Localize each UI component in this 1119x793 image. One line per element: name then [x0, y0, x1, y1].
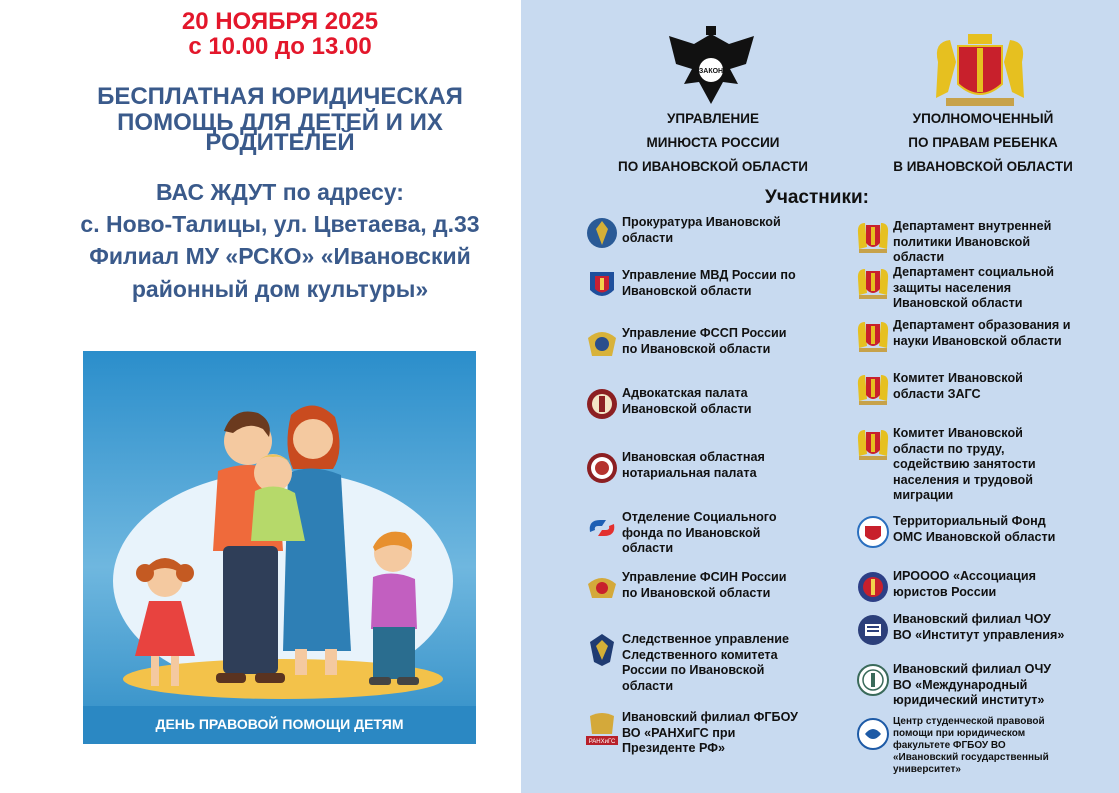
participant-name-line: по Ивановской области [622, 341, 771, 356]
participant-item [584, 215, 781, 251]
heading-line-3: РОДИТЕЛЕЙ [205, 129, 355, 156]
participant-name-line: области [622, 678, 674, 693]
participant-name-line: населения и трудовой [893, 472, 1033, 487]
participant-name-line: миграции [893, 488, 954, 502]
ivanovo-coat-of-arms-icon [855, 426, 891, 462]
minjust-logo-label: ЗАКОН [698, 68, 724, 75]
participant-item [855, 612, 1064, 648]
ivsu-legal-center-logo-icon [855, 716, 891, 752]
organizer-minjust-line-2: МИНЮСТА РОССИИ [646, 135, 780, 150]
participant-name-line: по Ивановской области [622, 585, 771, 600]
ivanovo-region-coat-of-arms-icon [928, 32, 1032, 108]
participant-item [584, 632, 789, 694]
participant-item [584, 570, 787, 606]
bar-chamber-emblem-icon [584, 386, 620, 422]
participant-name-line: Управление ФСИН России [622, 570, 787, 584]
organizer-minjust-line-3: ПО ИВАНОВСКОЙ ОБЛАСТИ [617, 159, 809, 174]
participant-name-line: области [622, 541, 674, 555]
participant-name [893, 612, 1064, 643]
participant-item [855, 514, 1055, 550]
participant-name-line: Центр студенческой правовой [893, 716, 1045, 727]
address-line-4: районный дом культуры» [131, 276, 429, 302]
participant-name [893, 716, 1049, 776]
participant-name-line: Управление ФССП России [622, 326, 787, 340]
participant-name-line: Департамент внутренней [893, 219, 1052, 233]
ivanovo-coat-of-arms-icon [855, 371, 891, 407]
management-institute-logo-icon [855, 612, 891, 648]
participant-name-line: Территориальный Фонд [893, 514, 1046, 528]
ivanovo-coat-of-arms-icon [855, 265, 891, 301]
heading-line-2: ПОМОЩЬ ДЛЯ ДЕТЕЙ И ИХ [117, 109, 443, 136]
participant-name-line: Управление МВД России по [622, 268, 796, 282]
participant-name-line: Ивановская областная [622, 450, 765, 464]
participant-name-line: Департамент социальной [893, 265, 1055, 279]
ranepa-emblem-icon [584, 710, 620, 746]
participant-item [855, 716, 1049, 776]
address-line-3: Филиал МУ «РСКО» «Ивановский [89, 243, 471, 269]
ivanovo-coat-of-arms-icon [855, 219, 891, 255]
participant-name [893, 318, 1071, 349]
organizer-ombudsman-line-3: В ИВАНОВСКОЙ ОБЛАСТИ [893, 159, 1073, 174]
participant-name-line: содействию занятости [893, 457, 1036, 471]
participant-name-line: «Ивановский государственный [893, 752, 1049, 763]
participant-name-line: ВО «РАНХиГС при [622, 725, 736, 740]
organizer-minjust-line-1: УПРАВЛЕНИЕ [666, 111, 759, 126]
participant-item [584, 510, 777, 557]
participant-name-line: области [893, 250, 945, 264]
participant-name [893, 219, 1051, 266]
participant-name-line: защиты населения [893, 280, 1012, 295]
participant-name-line: Отделение Социального [622, 510, 777, 524]
minjust-eagle-emblem-icon [664, 24, 759, 114]
participant-name [622, 570, 787, 601]
participant-name [893, 569, 1036, 600]
participant-name-line: Следственного комитета [622, 647, 778, 662]
participant-name [893, 426, 1036, 504]
participant-name [622, 386, 752, 417]
address-line-2: с. Ново-Талицы, ул. Цветаева, д.33 [80, 211, 480, 237]
participant-name-line: Комитет Ивановской [893, 426, 1023, 440]
participant-name-line: юридический институт» [893, 693, 1045, 707]
participant-name-line: ИРОООО «Ассоциация [893, 569, 1036, 583]
participant-item [584, 326, 787, 362]
social-fund-logo-icon [584, 510, 620, 546]
participant-name-line: нотариальная палата [622, 465, 757, 480]
participant-name-line: Комитет Ивановской [893, 371, 1023, 385]
participant-name [893, 265, 1054, 312]
participant-name [893, 662, 1051, 709]
participant-item [855, 426, 1036, 504]
participant-name-line: науки Ивановской области [893, 333, 1062, 348]
participant-item [584, 386, 752, 422]
participant-name-line: юристов России [893, 584, 997, 599]
organizer-minjust [598, 107, 828, 179]
participant-name-line: фонда по Ивановской [622, 525, 761, 540]
participant-item [855, 265, 1054, 312]
family-illustration [83, 351, 476, 744]
address-line-1: ВАС ЖДУТ по адресу: [156, 179, 404, 205]
fssp-emblem-icon [584, 326, 620, 362]
participant-item [855, 569, 1036, 605]
participant-name [622, 268, 796, 299]
participant-name [622, 326, 787, 357]
participants-title: Участники: [765, 187, 869, 208]
participant-name-line: Прокуратура Ивановской [622, 215, 781, 229]
ivanovo-coat-of-arms-icon [855, 318, 891, 354]
participant-item [584, 450, 765, 486]
participant-item [855, 318, 1071, 354]
participant-item [584, 710, 798, 757]
participant-item [855, 219, 1051, 266]
participant-name-line: области [622, 230, 674, 245]
organizer-ombudsman [868, 107, 1098, 179]
oms-fund-logo-icon [855, 514, 891, 550]
participant-name-line: Следственное управление [622, 632, 789, 646]
organizer-ombudsman-line-2: ПО ПРАВАМ РЕБЕНКА [908, 135, 1058, 150]
organizer-ombudsman-line-1: УПОЛНОМОЧЕННЫЙ [912, 111, 1054, 126]
participant-item [855, 662, 1051, 709]
ranepa-logo-label: РАНХиГС [588, 739, 616, 745]
participant-name-line: Департамент образования и [893, 318, 1071, 332]
investigative-committee-emblem-icon [584, 632, 620, 668]
notary-chamber-emblem-icon [584, 450, 620, 486]
participant-name-line: Ивановский филиал ФГБОУ [622, 710, 798, 724]
lawyers-association-emblem-icon [855, 569, 891, 605]
participant-name [622, 710, 798, 757]
participant-name [622, 510, 777, 557]
participant-item [584, 268, 796, 304]
heading-line-1: БЕСПЛАТНАЯ ЮРИДИЧЕСКАЯ [97, 83, 463, 110]
participant-name-line: Ивановской области [893, 296, 1023, 310]
participant-name-line: области ЗАГС [893, 386, 981, 401]
participant-name-line: Ивановский филиал ЧОУ [893, 612, 1051, 626]
participant-name-line: ВО «Институт управления» [893, 627, 1065, 642]
participant-name-line: области по труду, [893, 441, 1005, 456]
participant-name [893, 371, 1023, 402]
participant-name [622, 632, 789, 694]
participant-name-line: ОМС Ивановской области [893, 529, 1056, 544]
prosecutor-emblem-icon [584, 215, 620, 251]
participant-name-line: Адвокатская палата [622, 386, 748, 400]
participant-name [622, 215, 781, 246]
participant-name-line: университет» [893, 764, 961, 775]
participant-name-line: ВО «Международный [893, 677, 1028, 692]
mvd-emblem-icon [584, 268, 620, 304]
illustration-caption: ДЕНЬ ПРАВОВОЙ ПОМОЩИ ДЕТЯМ [155, 716, 404, 732]
participant-name-line: помощи при юридическом [893, 728, 1026, 739]
event-time: с 10.00 до 13.00 [188, 33, 372, 60]
participant-name-line: Ивановский филиал ОЧУ [893, 662, 1052, 676]
law-institute-seal-icon [855, 662, 891, 698]
participant-name-line: Ивановской области [622, 401, 752, 416]
participant-name-line: Ивановской области [622, 283, 752, 298]
participant-name-line: России по Ивановской [622, 663, 765, 677]
fsin-emblem-icon [584, 570, 620, 606]
participant-name-line: Президенте РФ» [622, 741, 726, 755]
participant-name [893, 514, 1055, 545]
participant-name [622, 450, 765, 481]
participant-name-line: факультете ФГБОУ ВО [893, 740, 1006, 751]
participant-name-line: политики Ивановской [893, 234, 1031, 249]
participant-item [855, 371, 1023, 407]
event-date: 20 НОЯБРЯ 2025 [181, 8, 379, 35]
